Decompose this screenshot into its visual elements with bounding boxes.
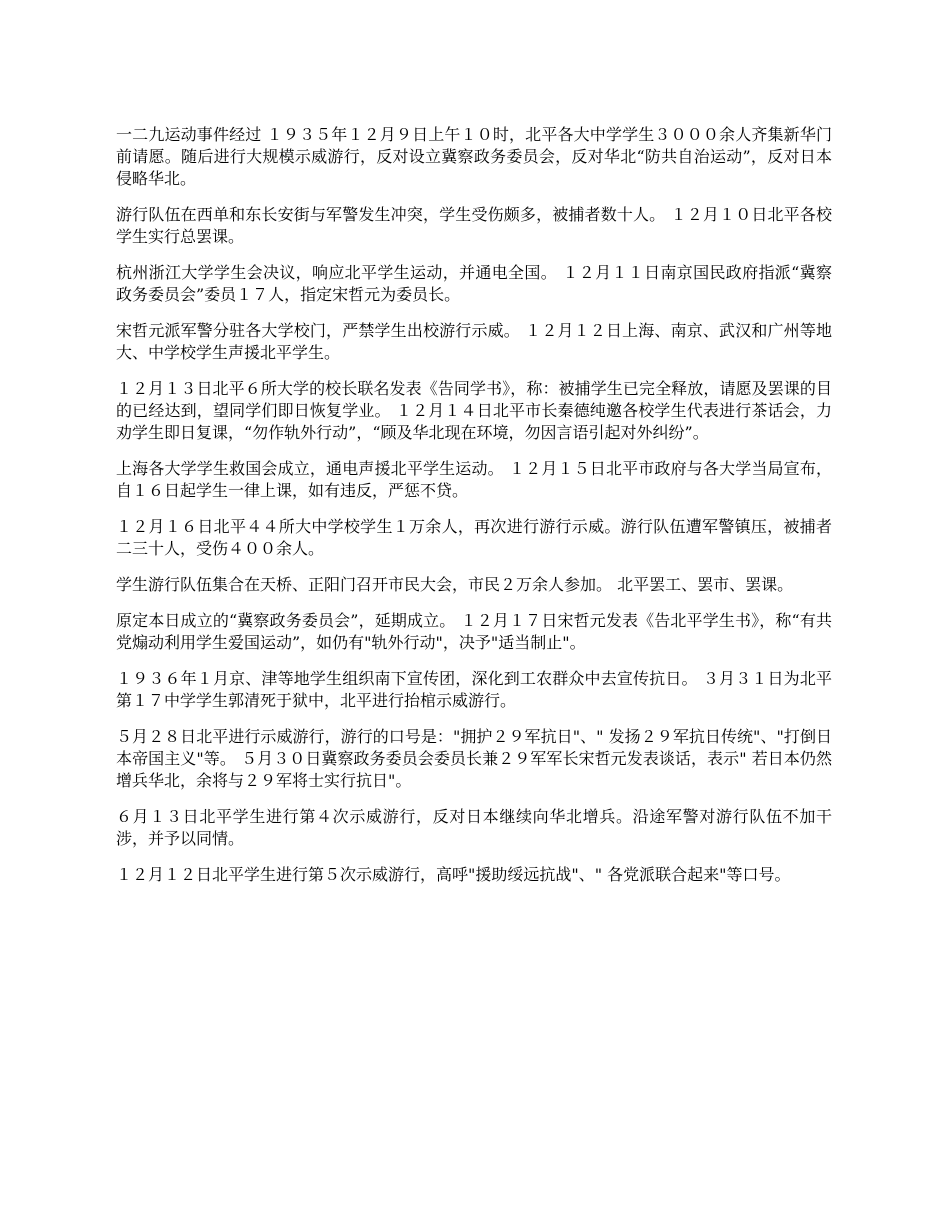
paragraph: 学生游行队伍集合在天桥、正阳门召开市民大会，市民２万余人参加。 北平罢工、罢市、罢课。 bbox=[116, 575, 794, 594]
paragraph: 游行队伍在西单和东长安街与军警发生冲突，学生受伤颇多，被捕者数十人。 １２月１０日北平各校学生实行总罢课。 bbox=[116, 205, 832, 246]
paragraph: ５月２８日北平进行示威游行，游行的口号是："拥护２９军抗日"、" 发扬２９军抗日传统"、"打倒日本帝国主义"等。 ５月３０日冀察政务委员会委员长兼２９军军长宋哲元发表谈话，表示" 若日本仍然增兵华北，余将与２９军将士实行抗日"。 bbox=[116, 727, 832, 790]
paragraph: １２月１２日北平学生进行第５次示威游行，高呼"援助绥远抗战"、" 各党派联合起来"等口号。 bbox=[116, 865, 791, 884]
document-body bbox=[116, 124, 832, 900]
paragraph: １２月１６日北平４４所大中学校学生１万余人，再次进行游行示威。游行队伍遭军警镇压，被捕者二三十人，受伤４００余人。 bbox=[116, 517, 832, 558]
paragraph: 原定本日成立的“冀察政务委员会”，延期成立。 １２月１７日宋哲元发表《告北平学生书》，称“有共党煽动利用学生爱国运动”，如仍有"轨外行动"，决予"适当制止"。 bbox=[116, 611, 832, 652]
paragraph: 宋哲元派军警分驻各大学校门，严禁学生出校游行示威。 １２月１２日上海、南京、武汉和广州等地大、中学校学生声援北平学生。 bbox=[116, 321, 832, 362]
paragraph: 杭州浙江大学学生会决议，响应北平学生运动，并通电全国。 １２月１１日南京国民政府指派“冀察政务委员会”委员１７人，指定宋哲元为委员长。 bbox=[116, 263, 832, 304]
paragraph: ６月１３日北平学生进行第４次示威游行，反对日本继续向华北增兵。沿途军警对游行队伍不加干涉，并予以同情。 bbox=[116, 807, 832, 848]
paragraph: １９３６年１月京、津等地学生组织南下宣传团，深化到工农群众中去宣传抗日。 ３月３１日为北平第１７中学学生郭清死于狱中，北平进行抬棺示威游行。 bbox=[116, 669, 832, 710]
paragraph: 上海各大学学生救国会成立，通电声援北平学生运动。 １２月１５日北平市政府与各大学当局宣布，自１６日起学生一律上课，如有违反，严惩不贷。 bbox=[116, 459, 832, 500]
paragraph: 一二九运动事件经过 １９３５年１２月９日上午１０时，北平各大中学学生３０００余人齐集新华门前请愿。随后进行大规模示威游行，反对设立冀察政务委员会，反对华北“防共自治运动”，反对日本侵略华北。 bbox=[116, 125, 832, 188]
paragraph: １２月１３日北平６所大学的校长联名发表《告同学书》，称：被捕学生已完全释放，请愿及罢课的目的已经达到，望同学们即日恢复学业。 １２月１４日北平市长秦德纯邀各校学生代表进行茶话会，力劝学生即日复课，“勿作轨外行动”，“顾及华北现在环境，勿因言语引起对外纠纷”。 bbox=[116, 379, 832, 442]
